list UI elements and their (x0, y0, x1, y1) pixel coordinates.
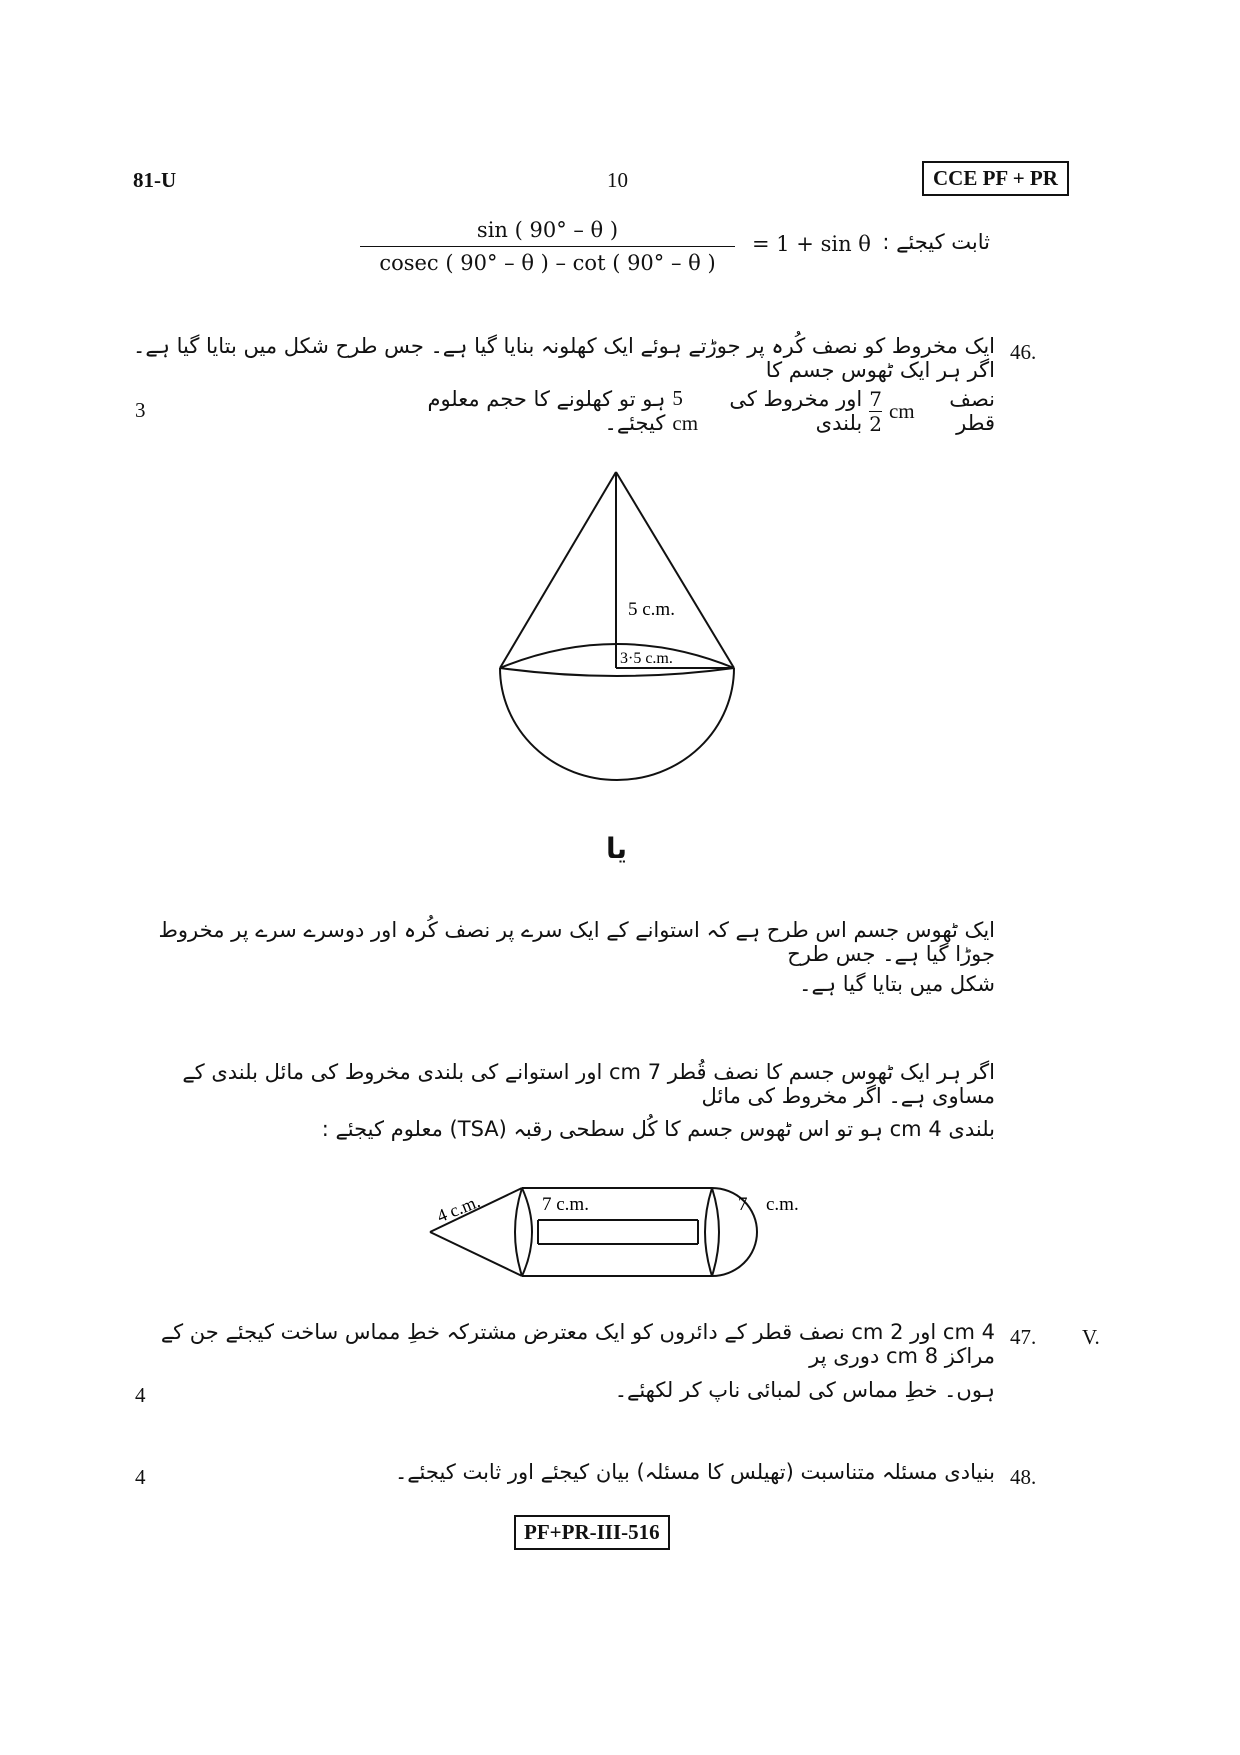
cone-height-label: 5 c.m. (628, 599, 675, 620)
q46-line2-height: 5 cm (672, 386, 699, 435)
identity-denominator: cosec ( 90° – θ ) – cot ( 90° – θ ) (379, 251, 716, 275)
right-radius-7: 7 (738, 1194, 748, 1215)
footer-code-box: PF+PR-III-516 (514, 1515, 670, 1550)
q47-line2: ہوں۔ خطِ مماس کی لمبائی ناپ کر لکھئے۔ (614, 1378, 995, 1402)
fraction-bar (360, 246, 735, 247)
q48-marks: 4 (135, 1465, 146, 1489)
cone-cylinder-hemisphere-figure (420, 1178, 820, 1298)
q46-marks: 3 (135, 398, 146, 422)
radius-denominator: 2 (869, 411, 882, 436)
left-ellipse-back (515, 1188, 522, 1276)
right-ellipse-front (712, 1188, 719, 1276)
q47-line1: 4 cm اور 2 cm نصف قطر کے دائروں کو ایک معترض مشترکہ خطِ مماس ساخت کیجئے جن کے مراکز 8 cm دوری پر (160, 1320, 995, 1368)
q48-text: بنیادی مسئلہ متناسبت (تھیلس کا مسئلہ) بیان کیجئے اور ثابت کیجئے۔ (394, 1460, 995, 1484)
question-number-47: 47. (1010, 1325, 1037, 1349)
right-radius-unit: c.m. (766, 1194, 799, 1215)
question-number-48: 48. (1010, 1465, 1037, 1489)
q46-alt-para1-line1: ایک ٹھوس جسم اس طرح ہے کہ استوانے کے ایک سرے پر نصف کُرہ اور دوسرے سرے پر مخروط جوڑا گیا ہے۔ جس طرح (158, 918, 995, 966)
q46-line2-e: ہو تو کھلونے کا حجم معلوم کیجئے۔ (427, 387, 666, 435)
cone-bottom-edge (430, 1232, 522, 1276)
q46-line2-c: اور مخروط کی بلندی (729, 387, 863, 435)
exam-code-box: CCE PF + PR (922, 161, 1069, 196)
hemisphere-arc (500, 668, 734, 780)
cylinder-length-label: 7 c.m. (542, 1194, 589, 1215)
q46-alt-para1-line2: شکل میں بتایا گیا ہے۔ (799, 972, 995, 996)
q47-marks: 4 (135, 1383, 146, 1407)
cone-left-edge (500, 472, 616, 668)
cone-right-edge (616, 472, 734, 668)
right-ellipse-back (705, 1188, 712, 1276)
radius-numerator: 7 (869, 386, 882, 411)
prove-label: ثابت کیجئے : (882, 230, 990, 254)
cone-hemisphere-figure (480, 460, 770, 800)
identity-rhs: = 1 + sin θ (752, 232, 871, 256)
q46-alt-para2-line2: بلندی 4 cm ہو تو اس ٹھوس جسم کا کُل سطحی رقبہ (TSA) معلوم کیجئے : (321, 1117, 995, 1141)
left-ellipse-front (522, 1188, 532, 1276)
q46-line2 (420, 378, 995, 444)
base-ellipse-bottom (500, 668, 734, 676)
section-label: V. (1082, 1325, 1100, 1349)
or-label: یا (606, 832, 628, 865)
question-number-46: 46. (1010, 340, 1037, 364)
q46-radius-fraction (869, 386, 882, 436)
q46-alt-para2-line1: اگر ہر ایک ٹھوس جسم کا نصف قُطر 7 cm اور استوانے کی بلندی مخروط کی مائل بلندی کے مساوی ہے۔ اگر مخروط کی مائل (182, 1060, 995, 1108)
q46-line2-unit: cm (888, 398, 915, 423)
radius-label: 3·5 c.m. (620, 650, 673, 667)
slant-height-label: 4 c.m. (434, 1191, 483, 1227)
page-number: 10 (607, 168, 628, 192)
identity-fraction (360, 218, 735, 275)
q46-line1: ایک مخروط کو نصف کُرہ پر جوڑتے ہوئے ایک کھلونہ بنایا گیا ہے۔ جس طرح شکل میں بتایا گیا ہے۔ اگر ہر ایک ٹھوس جسم کا (133, 334, 995, 382)
q46-line2-a: نصف قطر (949, 387, 995, 435)
paper-code: 81-U (133, 168, 177, 192)
identity-numerator: sin ( 90° – θ ) (476, 218, 619, 242)
